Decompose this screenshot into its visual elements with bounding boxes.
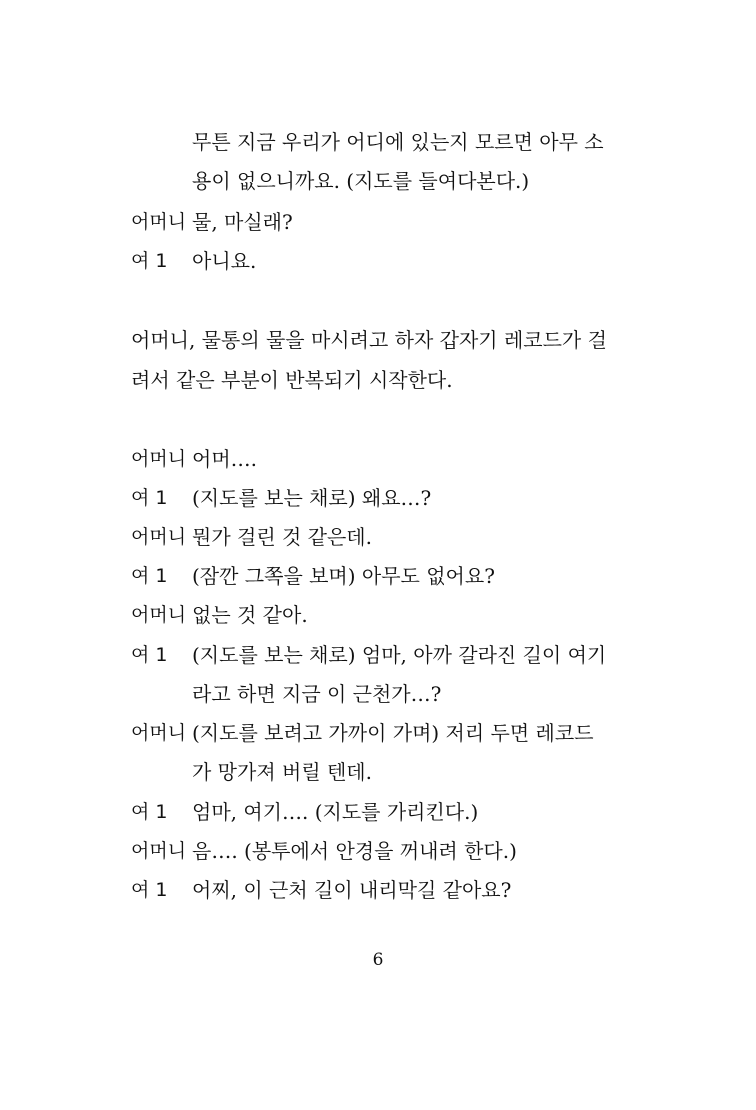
speaker-label: 어머니 — [131, 722, 187, 744]
speaker-label: 어머니 — [131, 211, 187, 233]
dialogue-text: 없는 것 같아. — [192, 603, 308, 627]
speaker-label: 여 1 — [131, 879, 168, 901]
dialogue-text: (잠깐 그쪽을 보며) 아무도 없어요? — [192, 564, 495, 588]
stage-direction: 어머니, 물통의 물을 마시려고 하자 갑자기 레코드가 걸 — [131, 328, 607, 352]
dialogue-continuation: 무튼 지금 우리가 어디에 있는지 모르면 아무 소 — [192, 130, 604, 154]
speaker-label: 여 1 — [131, 644, 168, 666]
stage-direction: 려서 같은 부분이 반복되기 시작한다. — [131, 368, 453, 392]
dialogue-text: 어머…. — [192, 447, 257, 471]
dialogue-text: 아니요. — [192, 249, 257, 273]
dialogue-continuation: 용이 없으니까요. (지도를 들여다본다.) — [192, 169, 530, 193]
speaker-label: 여 1 — [131, 801, 168, 823]
dialogue-continuation: 가 망가져 버릴 텐데. — [192, 760, 372, 784]
dialogue-text: (지도를 보는 채로) 엄마, 아까 갈라진 길이 여기 — [192, 643, 607, 667]
dialogue-text: 어찌, 이 근처 길이 내리막길 같아요? — [192, 878, 512, 902]
speaker-label: 어머니 — [131, 526, 187, 548]
speaker-label: 어머니 — [131, 448, 187, 470]
speaker-label: 여 1 — [131, 487, 168, 509]
speaker-label: 여 1 — [131, 565, 168, 587]
dialogue-text: (지도를 보는 채로) 왜요…? — [192, 486, 432, 510]
dialogue-text: 물, 마실래? — [192, 210, 293, 234]
dialogue-text: 엄마, 여기…. (지도를 가리킨다.) — [192, 800, 479, 824]
speaker-label: 여 1 — [131, 250, 168, 272]
dialogue-text: 음…. (봉투에서 안경을 꺼내려 한다.) — [192, 839, 517, 863]
dialogue-text: (지도를 보려고 가까이 가며) 저리 두면 레코드 — [192, 721, 594, 745]
speaker-label: 어머니 — [131, 840, 187, 862]
dialogue-text: 뭔가 걸린 것 같은데. — [192, 525, 372, 549]
speaker-label: 어머니 — [131, 604, 187, 626]
dialogue-continuation: 라고 하면 지금 이 근천가…? — [192, 682, 442, 706]
page-number: 6 — [372, 950, 384, 970]
